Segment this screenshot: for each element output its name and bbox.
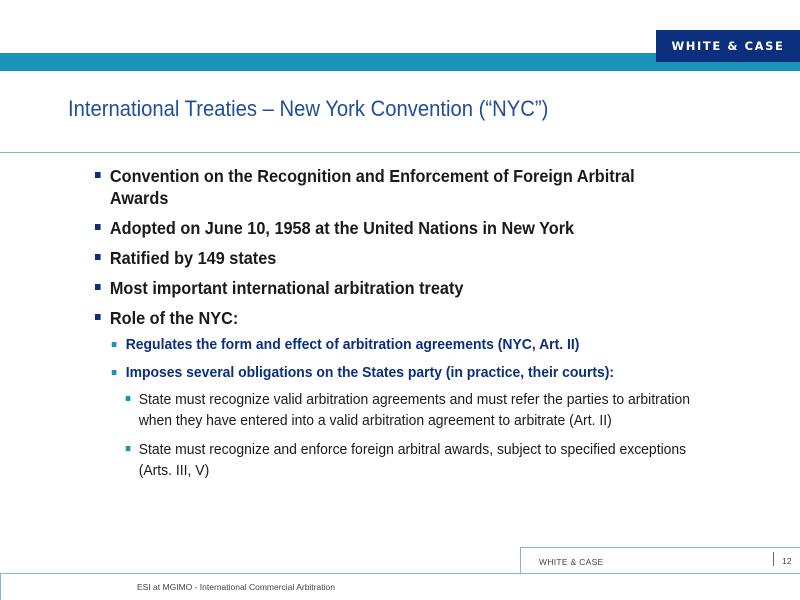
bullet-item — [95, 165, 690, 209]
sub-sub-bullet-item — [126, 389, 691, 431]
sub-sub-bullet-item — [126, 439, 691, 481]
sub-bullet-item — [110, 363, 690, 481]
sub-bullet-text: Regulates the form and effect of arbitration agreements (NYC, Art. II) — [125, 336, 580, 353]
bullet-text: Role of the NYC: — [109, 308, 239, 328]
footer-caption-box — [0, 573, 800, 600]
bullet-item — [95, 307, 690, 481]
square-bullet-icon — [95, 224, 101, 230]
square-bullet-icon — [126, 446, 131, 451]
footer-brand: WHITE & CASE — [539, 557, 604, 567]
sub-sub-bullet-text: State must recognize valid arbitration agreements and must refer the parties to arbitration when they have entered into a valid arbitration agreement to arbitrate (Art. II) — [138, 391, 691, 429]
sub-bullet-text: Imposes several obligations on the States party (in practice, their courts): — [125, 364, 615, 381]
square-bullet-icon — [112, 370, 117, 375]
square-bullet-icon — [112, 342, 117, 347]
square-bullet-icon — [95, 172, 101, 178]
square-bullet-icon — [95, 254, 101, 260]
square-bullet-icon — [95, 284, 101, 290]
square-bullet-icon — [126, 396, 131, 401]
white-case-logo — [656, 30, 800, 62]
bullet-item — [95, 247, 690, 269]
bullet-text: Convention on the Recognition and Enforcement of Foreign Arbitral Awards — [109, 166, 635, 208]
bullet-item — [95, 217, 690, 239]
sub-bullet-item — [110, 335, 690, 355]
footer-caption: ESI at MGIMO - International Commercial Arbitration — [137, 582, 335, 592]
bullet-item — [95, 277, 690, 299]
sub-sub-bullet-text: State must recognize and enforce foreign arbitral awards, subject to specified exceptions (Arts. III, V) — [138, 441, 687, 479]
bullet-text: Ratified by 149 states — [109, 248, 277, 268]
logo-text: WHITE & CASE — [671, 39, 785, 53]
sub-bullet-list — [110, 335, 690, 481]
title-divider — [0, 152, 800, 153]
bullet-text: Adopted on June 10, 1958 at the United Nations in New York — [109, 218, 575, 238]
page-number: 12 — [782, 556, 792, 566]
square-bullet-icon — [95, 314, 101, 320]
slide-title: International Treaties – New York Convention (“NYC”) — [68, 96, 549, 121]
bullet-list — [95, 165, 735, 489]
sub-sub-bullet-list — [126, 389, 691, 481]
bullet-text: Most important international arbitration treaty — [109, 278, 464, 298]
footer-divider — [773, 552, 774, 566]
